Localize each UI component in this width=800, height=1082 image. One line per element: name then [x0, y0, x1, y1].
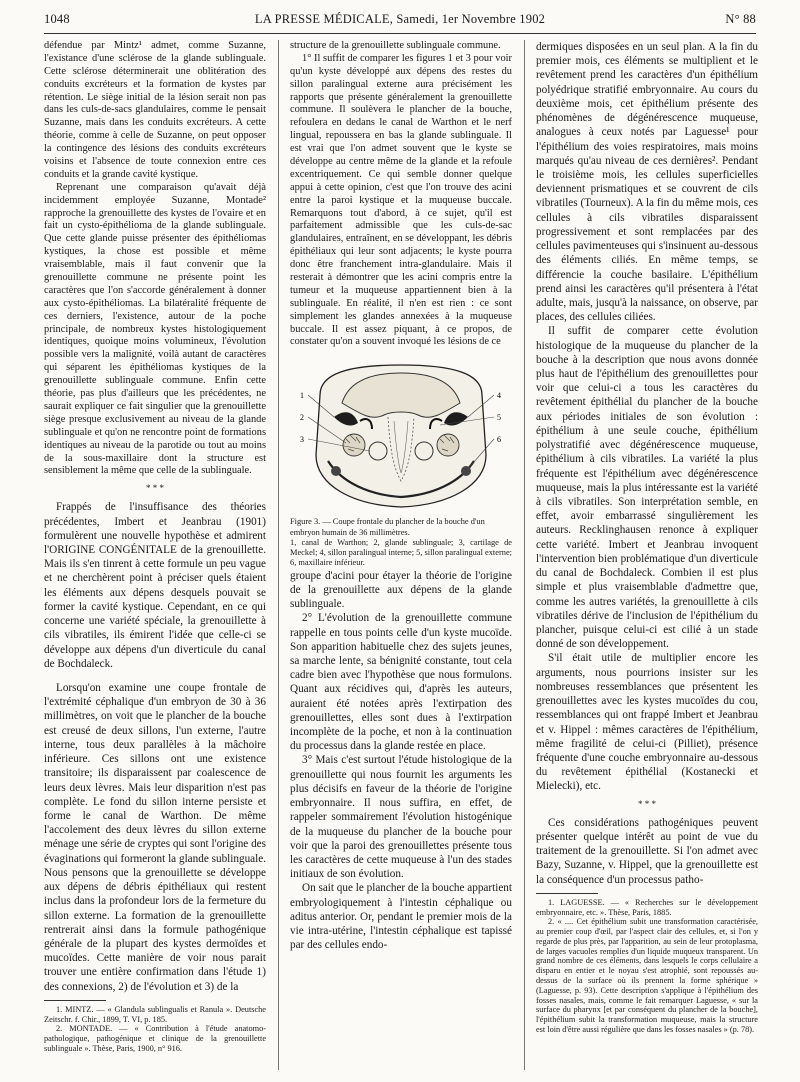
- paragraph: Frappés de l'insuffisance des théories précédentes, Imbert et Jeanbrau (1901) formulèrent une nouvelle hypothèse et admirent l'ORIGINE CONGÉNITALE de la grenouillette. Mais ils s'en tinrent à cette formule un peu vague et ne cherchèrent point à préciser quels étaient les éléments aux dépens desquels pouvait se former la cavité kystique. Cependant, en ce qui concerne une variété spéciale, la grenouillette à cils vibratiles, ils émirent l'idée que celle-ci se développe aux dépens d'un diverticule du canal de Bochdaleck.: [44, 501, 266, 670]
- figure-label: 2: [300, 413, 304, 423]
- paragraph: structure de la grenouillette sublinguale commune.: [290, 40, 501, 51]
- paragraph: 2° L'évolution de la grenouillette commune rappelle en tous points celle d'un kyste mucoïde. Son apparition habituelle chez des sujets jeunes, sa marche lente, sa bénignité constante, tout cela cadre bien avec l'hypothèse que nous formulons. Quant aux récidives qui, d'après les auteurs, auraient été notées après l'extirpation des grenouillettes, elles sont dues à l'extirpation incomplète de la poche, et non à la continuation du processus dans la glande restée en place.: [290, 612, 512, 753]
- paragraph: Ces considérations pathogéniques peuvent présenter quelque intérêt au point de vue du traitement de la grenouillette. Si l'on admet avec Bazy, Suzanne, v. Hippel, que la grenouillette est la conséquence d'un processus patho-: [536, 816, 758, 886]
- section-divider-stars: * * *: [146, 483, 164, 494]
- paragraph: groupe d'acini pour étayer la théorie de l'origine de la grenouillette aux dépens de la glande sublinguale.: [290, 569, 512, 611]
- sublingual-gland-left: [343, 434, 365, 456]
- paragraph: dermiques disposées en un seul plan. A la fin du premier mois, ces éléments se multiplient et le revêtement prend les caractères d'un épithélium polyédrique stratifié embryonnaire. Au cours du deuxième mois, cet épithélium présente des phénomènes de dégénérescence muqueuse, analogues à ceux notés par Laguesse¹ pour l'épithélium des voies respiratoires, mais moins marqués qu'au niveau de ces dernières². Pendant le troisième mois, les cellules superficielles deviennent prismatiques et se couvrent de cils vibratiles (Tourneux). A la fin du même mois, ces cellules à cils vibratiles disparaissent progressivement et sont remplacées par des cellules pavimenteuses qui s'insinuent au-dessous des éléments ciliés. En même temps, se différencie la couche basilaire. L'épithélium prend ainsi les caractères qu'il présentera à l'état adulte, mais, jusqu'à la naissance, on observe, par places, des cellules ciliées.: [536, 41, 758, 324]
- column-1: [44, 40, 266, 1054]
- sublingual-gland-right: [437, 434, 459, 456]
- journal-title: LA PRESSE MÉDICALE, Samedi, 1er Novembre 1902: [254, 12, 546, 26]
- paragraph: défendue par Mintz¹ admet, comme Suzanne, l'existance d'une sclérose de la glande sublinguale. Cette sclérose déterminerait une oblitération des conduits excréteurs et la formation de kystes par rétention. Le siège initial de la lésion serait non pas dans les culs-de-sacs glandulaires, comme le pensait Suzanne, mais dans les conduits excréteurs. A cette théorie, comme à celle de Suzanne, on peut opposer la contingence des lésions des conduits excréteurs voisins et l'absence de toute connexion entre ces conduits et la grande cavité kystique.: [44, 40, 266, 180]
- paragraph: 1° Il suffit de comparer les figures 1 et 3 pour voir qu'un kyste développé aux dépens des restes du sillon paralingual externe aura précisément les rapports que présente généralement la grenouillette commune. Il soulèvera le plancher de la bouche, refoulera en dedans le canal de Warthon et le nerf lingual, repoussera en bas la glande sublinguale. Il est vrai que l'on admet souvent que le kyste se développe au centre même de la glande et la refoule excentriquement. Ce qui semble donner quelque appui à cette opinion, c'est que l'on trouve des acini entre la paroi kystique et la muqueuse buccale. Remarquons tout d'abord, à ce sujet, qu'il est parfaitement admissible que les culs-de-sac glandulaires, entraînent, en se développant, les débris épithéliaux qui leur sont adjacents; le kyste pourra donc être franchement intra-glandulaire. Mais il resterait à démontrer que les acini compris entre la tumeur et la muqueuse appartiennent bien à la sublinguale. En réalité, il n'en est rien : ce sont simplement les glandes annexées à la muqueuse buccale. Il est assez piquant, à ce propos, de constater qu'on a souvent invoqué les lésions de ce: [290, 52, 512, 348]
- footnote: 2. « .... Cet épithélium subit une transformation caractérisée, au premier coup d'œil, par l'aspect clair des cellules, et, si l'on y regarde de plus près, par l'apparition, au sein de leur protoplasma, de larges vacuoles remplies d'un liquide muqueux transparent. Un grand nombre de ces éléments, dans lesquels le corps cellulaire a disparu en entier et le noyau s'est atrophié, sont repoussés au-dessus de la surface où ils prennent la forme sphérique » (Laguesse, p. 93). Cette description s'applique à l'épithélium des fosses nasales, mais, comme le fait remarquer Laguesse, « sur la surface du pharynx [et par conséquent du plancher de la bouche], l'épithélium subit la transformation muqueuse, mais la structure est loin d'être aussi régulière que dans les fosses nasales » (p. 78).: [536, 917, 758, 1034]
- footnote-rule: [44, 1000, 106, 1001]
- figure-label: 1: [300, 391, 304, 401]
- paragraph: S'il était utile de multiplier encore les arguments, nous pourrions insister sur les nombreuses ressemblances que présentent les grenouillettes avec les kystes mucoïdes du cou, ressemblances qui ont frappé Imbert et Jeanbrau et v. Hippel : mêmes caractères de l'épithélium, même fragilité de celui-ci (Pilliet), présence fréquente d'une couche embryonnaire au-dessous du revêtement épithélial (Kostanecki et Mielecki), etc.: [536, 652, 758, 793]
- embryo-section-illustration: [290, 355, 512, 515]
- column-2: [290, 40, 512, 953]
- paragraph: Reprenant une comparaison qu'avait déjà incidemment employée Suzanne, Montade² rapproche la grenouillette des kystes de l'ovaire et en fait un cysto-épithélioma de la glande sublinguale. Que cette glande puisse présenter des épithéliomas kystiques, la chose est possible et même vraisemblable, mais il faut convenir que la grenouillette commune ne présente point les caractères que l'on s'accorde généralement à donner aux cysto-épithéliomas. La bilatéralité fréquente de ces derniers, l'existence, autour de la poche principale, de nombreux kystes histologiquement identiques, quoique moins volumineux, l'évolution possible vers la malignité, voilà autant de caractères qui séparent les épithéliomas kystiques de la grenouillette sublinguale commune. Enfin cette théorie, pas plus d'ailleurs que les précédentes, ne saurait expliquer ce fait singulier que la grenouillette siège presque exclusivement au niveau de la glande sublinguale et qu'on ne rencontre point de formations identiques au niveau de la parotide ou tout au moins de la sous-maxillaire dont la structure est sensiblement la même que celle de la sublinguale.: [44, 181, 266, 477]
- paragraph: On sait que le plancher de la bouche appartient embryologiquement à l'intestin céphalique ou aditus anterior. Or, pendant le premier mois de la vie intra-utérine, l'intestin céphalique est tapissé par des cellules endo-: [290, 882, 512, 952]
- header-rule: [44, 33, 756, 34]
- footnote-rule: [536, 893, 598, 894]
- column-separator: [524, 40, 525, 1070]
- footnote: 2. MONTADE. — « Contribution à l'étude anatomo-pathologique, pathogénique et clinique de la grenouillette sublinguale ». Thèse, Paris, 1900, n° 916.: [44, 1024, 266, 1053]
- page-number: 1048: [44, 12, 70, 26]
- warthon-duct-left: [331, 466, 341, 476]
- paragraph: 3° Mais c'est surtout l'étude histologique de la grenouillette qui nous fournit les arguments les plus décisifs en faveur de la théorie de l'origine embryonnaire. Il nous suffira, en effet, de rappeler sommairement l'évolution histogénique de la muqueuse du plancher de la bouche pour voir que la paroi des grenouillettes présente tous les caractères de cette muqueuse à l'un des stades initiaux de son évolution.: [290, 754, 512, 881]
- figure-caption: [290, 517, 512, 568]
- page-header: [44, 12, 756, 32]
- caption-title: Figure 3. — Coupe frontale du plancher de la bouche d'un embryon humain de 36 millimètres.: [290, 517, 485, 537]
- section-divider-stars: * * *: [638, 798, 656, 809]
- figure-label: 4: [497, 391, 501, 401]
- figure-label: 5: [497, 413, 501, 423]
- caption-legend: 1, canal de Warthon; 2, glande sublinguale; 3, cartilage de Meckel; 4, sillon paralingual interne; 5, sillon paralingual externe; 6, maxillaire inférieur.: [290, 537, 512, 568]
- column-separator: [278, 40, 279, 1070]
- column-3: [536, 40, 758, 1035]
- figure-3: [290, 355, 512, 515]
- footnote: 1. LAGUESSE. — « Recherches sur le développement embryonnaire, etc. ». Thèse, Paris, 1885.: [536, 897, 758, 917]
- issue-number: N° 88: [725, 12, 756, 26]
- footnote: 1. MINTZ. — « Glandula sublingualis et Ranula ». Deutsche Zeitschr. f. Chir., 1899, T. VI, p. 185.: [44, 1004, 266, 1024]
- figure-label: 3: [300, 435, 304, 445]
- paragraph: Il suffit de comparer cette évolution histologique de la muqueuse du plancher de la bouche à la description que nous avons donnée plus haut de l'épithélium des grenouillettes pour voir que celui-ci a tous les caractères du revêtement épithélial du plancher de la bouche aux périodes initiales de son évolution : épithélium à une seule couche, épithélium polystratifié avec dégénérescence muqueuse, épithélium à cils vibratiles. La variété la plus fréquente est l'épithélium avec dégénérescence muqueuse, mais la plus intéressante est la variété à cils vibratiles. Son interprétation semble, en effet, avoir embarrassé singulièrement les auteurs. Recklinghausen renonce à expliquer cette variété. Imbert et Jeanbrau invoquent l'intervention bien problématique d'un diverticule du canal de Bochdaleck. Combien il est plus simple et plus vraisemblable d'admettre que, comme les autres variétés, la grenouillette à cils vibratiles dérive de l'inclusion de l'épithélium du plancher, puisque celui-ci est cilié à un stade donné de son développement.: [536, 325, 758, 651]
- figure-label: 6: [497, 435, 501, 445]
- paragraph: Lorsqu'on examine une coupe frontale de l'extrémité céphalique d'un embryon de 30 à 36 millimètres, on voit que le plancher de la bouche est creusé de deux sillons, l'un externe, l'autre interne, tous deux parallèles à la mâchoire inférieure. Ces sillons ont une existence transitoire; ils disparaissent par coalescence de leurs deux lèvres. Mais leur disparition n'est pas complète. Le fond du sillon interne persiste et forme le canal de Warthon. De même l'accolement des deux lèvres du sillon externe ménage une série de cryptes qui sont l'origine des évaginations qui formeront la glande sublinguale. Nous pensons que la grenouillette se développe aux dépens de débris épithéliaux qui restent inclus dans la profondeur lors de la fermeture du sillon externe. La formation de la grenouillette rentrerait ainsi dans la formule pathogénique générale de la plupart des kystes dermoïdes et mucoïdes. Cette manière de voir nous parait trouver une entière confirmation dans l'étude 1) des connexions, 2) de l'évolution et 3) de la: [44, 682, 266, 993]
